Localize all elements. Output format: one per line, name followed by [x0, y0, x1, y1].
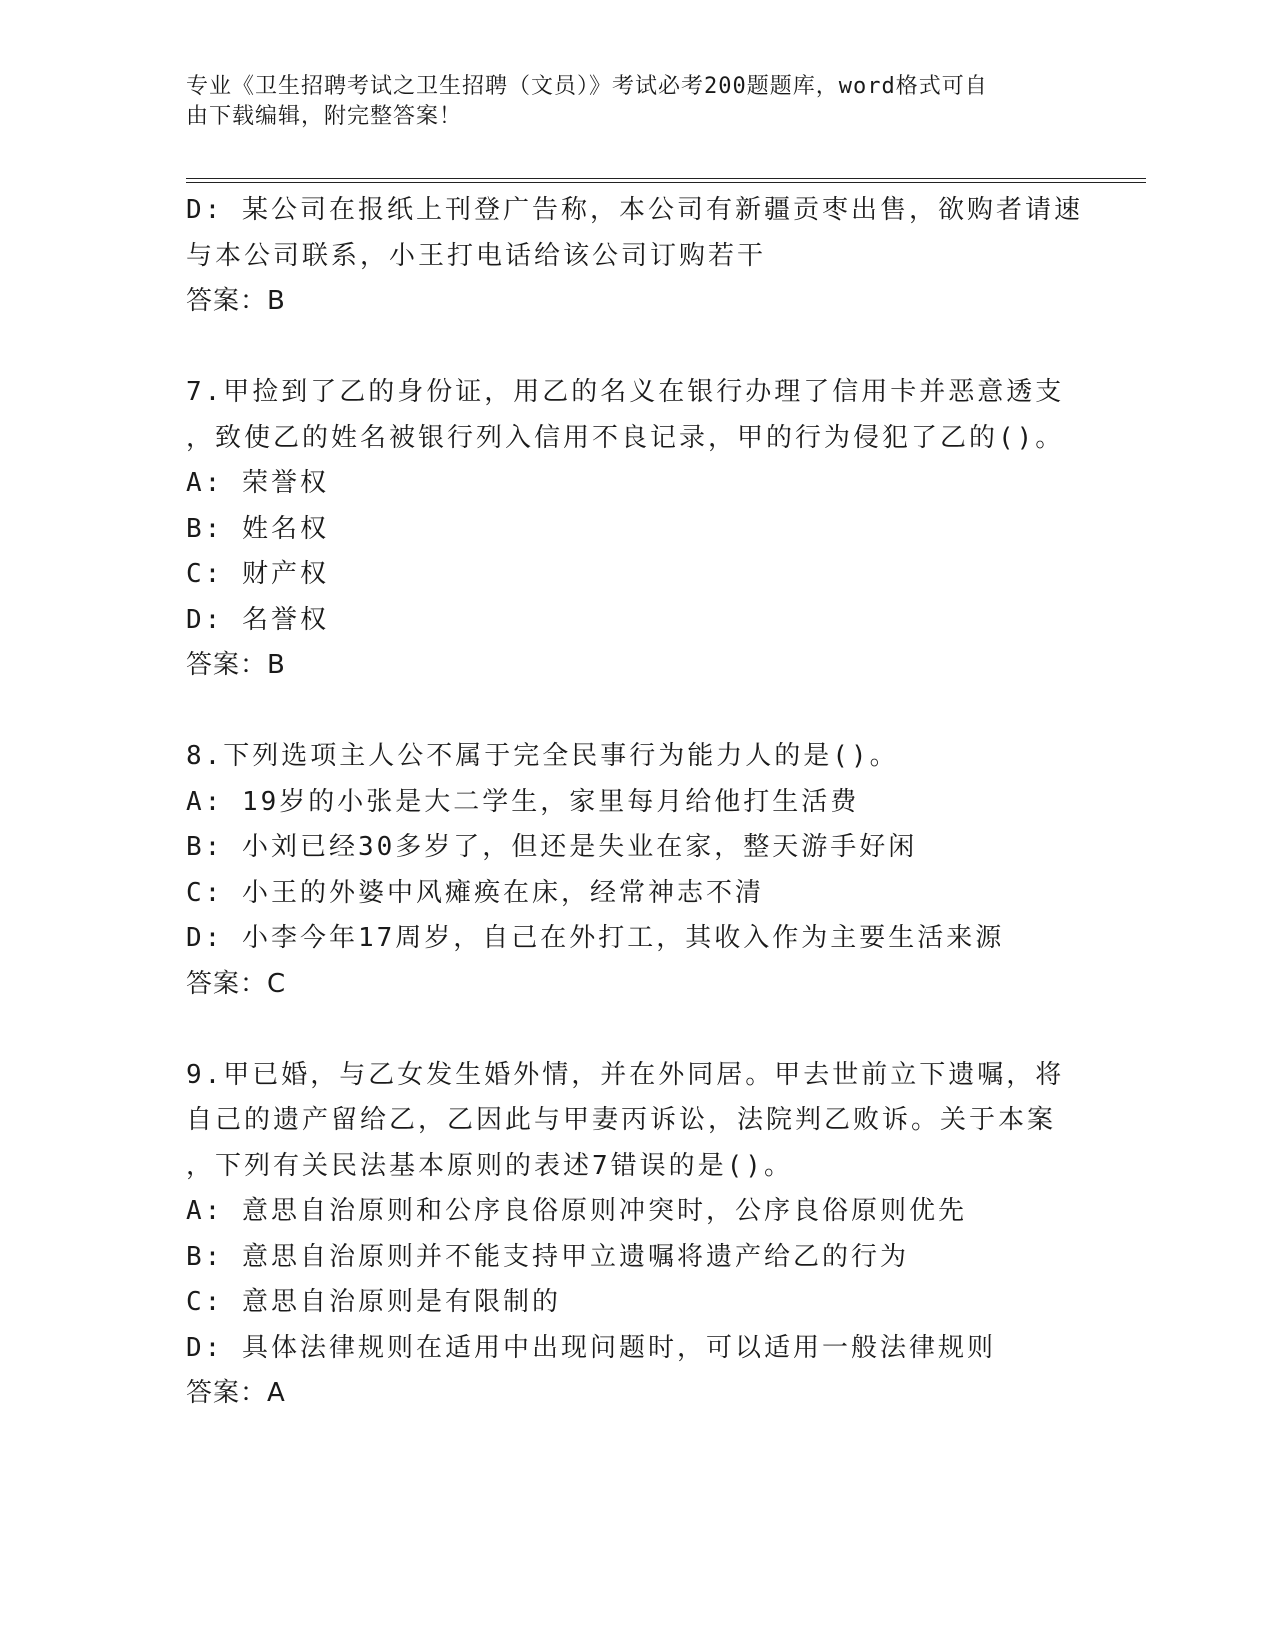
option-b: B: 姓名权	[186, 513, 329, 544]
option-d: D: 小李今年17周岁，自己在外打工，其收入作为主要生活来源	[186, 923, 1005, 953]
question-stem-line: 7.甲捡到了乙的身份证，用乙的名义在银行办理了信用卡并恶意透支	[186, 377, 1065, 407]
answer-line: 答案：C	[186, 968, 287, 999]
document-header	[186, 72, 1066, 132]
question-stem-line: 9.甲已婚，与乙女发生婚外情，并在外同居。甲去世前立下遗嘱，将	[186, 1059, 1065, 1090]
question-stem-line: ，致使乙的姓名被银行列入信用不良记录，甲的行为侵犯了乙的()。	[186, 422, 1065, 453]
option-b: B: 意思自治原则并不能支持甲立遗嘱将遗产给乙的行为	[186, 1241, 909, 1272]
question-stem-line: 自己的遗产留给乙，乙因此与甲妻丙诉讼，法院判乙败诉。关于本案	[186, 1105, 1057, 1135]
option-d: D: 名誉权	[186, 604, 329, 635]
question-stem-line: ，下列有关民法基本原则的表述7错误的是()。	[186, 1150, 793, 1181]
spacer	[186, 325, 1086, 371]
option-c: C: 小王的外婆中风瘫痪在床，经常神志不清	[186, 877, 764, 908]
question-9	[186, 1053, 1086, 1417]
answer-line: 答案：B	[186, 286, 286, 316]
option-c: C: 财产权	[186, 559, 329, 589]
option-a: A: 19岁的小张是大二学生，家里每月给他打生活费	[186, 786, 860, 817]
option-d-line-2: 与本公司联系，小王打电话给该公司订购若干	[186, 240, 767, 271]
question-8	[186, 734, 1086, 1007]
option-b: B: 小刘已经30多岁了，但还是失业在家，整天游手好闲	[186, 832, 918, 862]
question-7	[186, 370, 1086, 689]
option-a: A: 荣誉权	[186, 468, 329, 498]
question-stem-line: 8.下列选项主人公不属于完全民事行为能力人的是()。	[186, 741, 899, 771]
option-d: D: 具体法律规则在适用中出现问题时，可以适用一般法律规则	[186, 1332, 996, 1363]
header-divider-top	[186, 178, 1146, 179]
option-a: A: 意思自治原则和公序良俗原则冲突时，公序良俗原则优先	[186, 1196, 967, 1226]
header-line-1: 专业《卫生招聘考试之卫生招聘（文员）》考试必考200题题库，word格式可自	[186, 74, 988, 99]
question-content	[186, 188, 1086, 1417]
header-divider-bottom	[186, 182, 1146, 183]
option-c: C: 意思自治原则是有限制的	[186, 1287, 561, 1317]
answer-line: 答案：A	[186, 1378, 286, 1408]
spacer	[186, 689, 1086, 735]
spacer	[186, 1007, 1086, 1053]
option-d-line-1: D: 某公司在报纸上刊登广告称，本公司有新疆贡枣出售，欲购者请速	[186, 195, 1083, 225]
header-line-2: 由下载编辑，附完整答案！	[186, 104, 463, 129]
answer-line: 答案：B	[186, 650, 286, 680]
previous-question-fragment	[186, 188, 1086, 325]
